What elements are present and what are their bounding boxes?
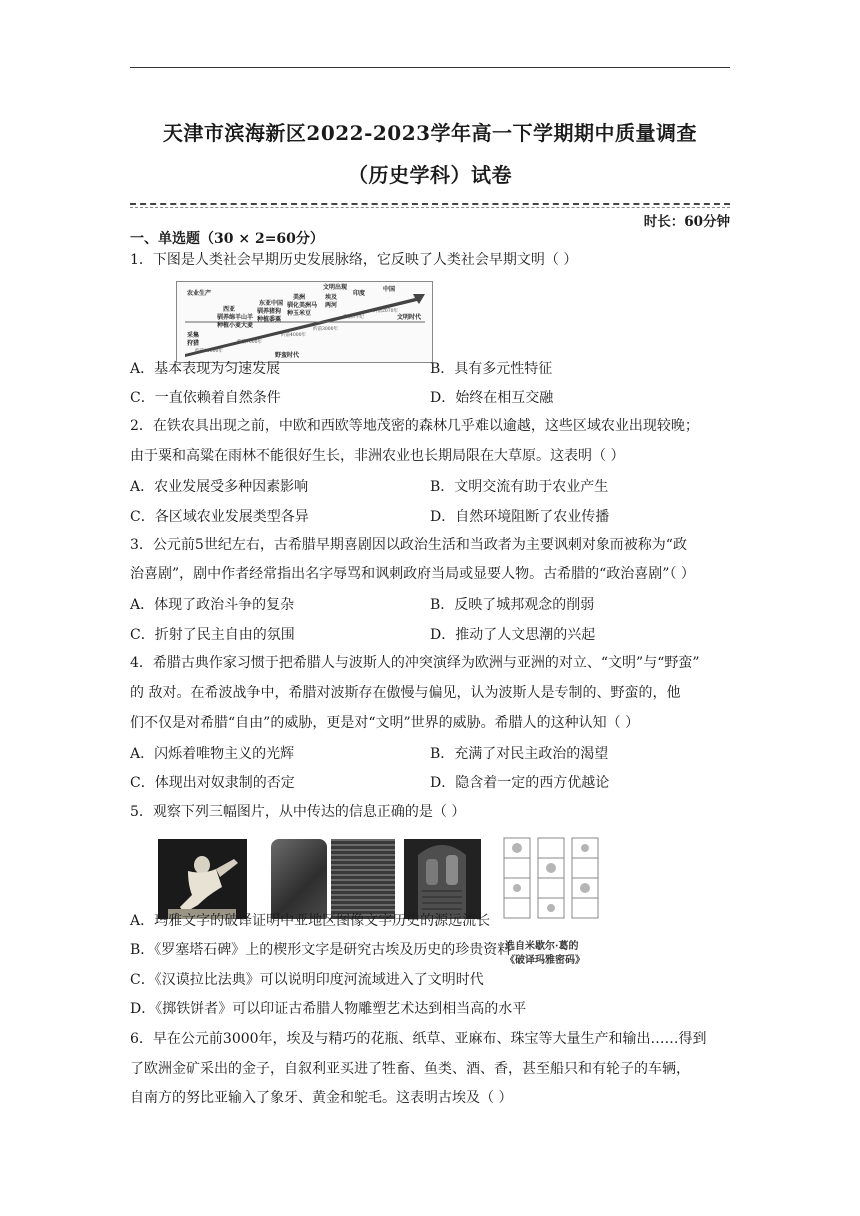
tl-label: 西亚 [223, 306, 236, 313]
maya-caption-line2: 《破译玛雅密码》 [505, 955, 585, 966]
q5-option-b[interactable]: B．《罗塞塔石碑》上的楔形文字是研究古埃及历史的珍贵资料 [130, 942, 512, 958]
q5-option-c[interactable]: C．《汉谟拉比法典》可以说明印度河流域进入了文明时代 [130, 972, 484, 988]
q4-option-a[interactable]: A．闪烁着唯物主义的光辉 [130, 746, 295, 762]
q3-option-c[interactable]: C．折射了民主自由的氛围 [130, 627, 295, 643]
tl-label: 种玉米豆 [287, 310, 312, 317]
title-divider-thin [130, 207, 730, 208]
page-subtitle: （历史学科）试卷 [348, 163, 512, 187]
tl-label: 农业生产 [187, 290, 212, 297]
question-6-stem: 自南方的努比亚输入了象牙、黄金和鸵毛。这表明古埃及（ ） [130, 1090, 513, 1106]
tl-date: 约前7000年 [237, 340, 262, 345]
tl-label: 驯养绵羊山羊 [217, 314, 254, 321]
stele-icon [404, 839, 481, 919]
q3-option-d[interactable]: D．推动了人文思潮的兴起 [430, 627, 596, 643]
q3-option-b[interactable]: B．反映了城邦观念的削弱 [430, 597, 595, 613]
tl-label: 采集 [187, 332, 200, 339]
question-2-stem: 2．在铁农具出现之前，中欧和西欧等地茂密的森林几乎难以逾越，这些区域农业出现较晚； [130, 418, 699, 434]
cuneiform-tablet-image [331, 839, 395, 919]
tl-label: 两河 [325, 302, 338, 309]
maya-caption-line1: 选自米歇尔·葛的 [505, 941, 579, 952]
question-3-stem: 治喜剧”，剧中作者经常指出名字辱骂和讽刺政府当局或显要人物。古希腊的“政治喜剧”（ ） [130, 566, 695, 582]
rosetta-stone-image [271, 839, 327, 919]
tl-label: 种植黍粟 [257, 316, 282, 323]
q2-option-c[interactable]: C．各区域农业发展类型各异 [130, 509, 309, 525]
question-5-stem: 5．观察下列三幅图片，从中传达的信息正确的是（ ） [130, 804, 466, 820]
tl-label: 美洲 [293, 294, 306, 301]
maya-glyphs-icon [494, 832, 610, 922]
tl-date: 约前2070年 [373, 309, 398, 314]
title-divider [130, 203, 730, 205]
tl-date: 约前10000年 [195, 349, 223, 354]
tl-label: 中国 [383, 286, 396, 293]
q1-option-d[interactable]: D．始终在相互交融 [430, 390, 554, 406]
tl-date: 约前3千纪 [343, 315, 364, 320]
timeline-figure [176, 281, 433, 363]
tl-label: 文明出现 [323, 284, 348, 291]
q4-option-c[interactable]: C．体现出对奴隶制的否定 [130, 775, 295, 791]
question-4-stem: 们不仅是对希腊“自由”的威胁，更是对“文明”世界的威胁。希腊人的这种认知（ ） [130, 715, 640, 731]
tl-label: 文明时代 [397, 314, 422, 321]
maya-codex-image [494, 832, 610, 950]
question-6-stem: 6．早在公元前3000年，埃及与精巧的花瓶、纸草、亚麻布、珠宝等大量生产和输出……得到 [130, 1031, 707, 1047]
q2-option-d[interactable]: D．自然环境阻断了农业传播 [430, 509, 610, 525]
page-title: 天津市滨海新区2022-2023学年高一下学期期中质量调查 [162, 121, 698, 145]
hammurabi-stele-image [404, 839, 481, 919]
section-title: 一、单选题（30 × 2=60分） [130, 231, 324, 247]
tl-label: 种植小麦大麦 [217, 322, 254, 329]
tl-date: 约前4000年 [281, 333, 306, 338]
q4-option-b[interactable]: B．充满了对民主政治的渴望 [430, 746, 609, 762]
discus-thrower-icon [158, 839, 247, 919]
discobolus-image [158, 839, 247, 919]
tl-label: 驯化美洲马 [287, 302, 318, 309]
question-2-stem: 由于粟和高粱在雨林不能很好生长，非洲农业也长期局限在大草原。这表明（ ） [130, 448, 625, 464]
tl-label: 东亚中国 [259, 300, 284, 307]
question-4-stem: 4．希腊古典作家习惯于把希腊人与波斯人的冲突演绎为欧洲与亚洲的对立、“文明”与“野蛮” [130, 655, 700, 671]
q2-option-a[interactable]: A．农业发展受多种因素影响 [130, 479, 309, 495]
q1-option-c[interactable]: C．一直依赖着自然条件 [130, 390, 281, 406]
tl-label: 狩猎 [187, 340, 200, 347]
q1-option-a[interactable]: A．基本表现为匀速发展 [130, 361, 281, 377]
question-4-stem: 的 敌对。在希波战争中，希腊对波斯存在傲慢与偏见，认为波斯人是专制的、野蛮的，他 [130, 685, 681, 701]
q5-option-a[interactable]: A．玛雅文字的破译证明中亚地区图像文字历史的源远流长 [130, 913, 491, 929]
q5-option-d[interactable]: D．《掷铁饼者》可以印证古希腊人物雕塑艺术达到相当高的水平 [130, 1001, 527, 1017]
tl-date: 约前3000年 [313, 327, 338, 332]
tl-label: 驯养猪狗 [257, 308, 282, 315]
q3-option-a[interactable]: A．体现了政治斗争的复杂 [130, 597, 295, 613]
exam-duration: 时长：60分钟 [643, 214, 730, 230]
tl-label: 印度 [353, 290, 366, 297]
q1-option-b[interactable]: B．具有多元性特征 [430, 361, 553, 377]
q2-option-b[interactable]: B．文明交流有助于农业产生 [430, 479, 609, 495]
q4-option-d[interactable]: D．隐含着一定的西方优越论 [430, 775, 610, 791]
question-6-stem: 了欧洲金矿采出的金子，自叙利亚买进了牲畜、鱼类、酒、香，甚至船只和有轮子的车辆， [130, 1061, 690, 1077]
tl-label: 埃及 [325, 294, 338, 301]
question-1-stem: 1．下图是人类社会早期历史发展脉络，它反映了人类社会早期文明（ ） [130, 252, 578, 268]
tl-label: 野蛮时代 [275, 352, 300, 359]
header-rule [130, 67, 730, 68]
question-3-stem: 3．公元前5世纪左右，古希腊早期喜剧因以政治生活和当政者为主要讽刺对象而被称为“政 [130, 537, 687, 553]
